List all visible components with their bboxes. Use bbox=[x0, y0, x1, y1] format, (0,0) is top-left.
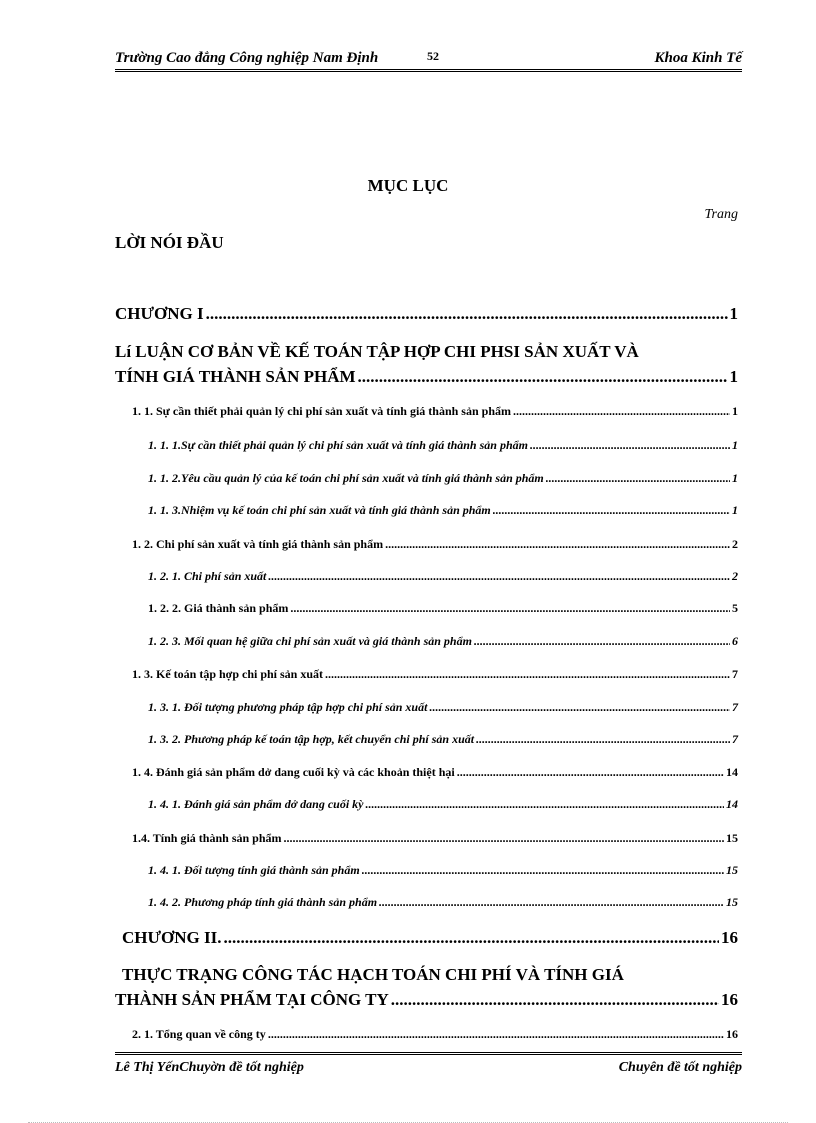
toc-entry-text: 1. 3. Kế toán tập hợp chi phí sản xuất bbox=[132, 667, 324, 681]
toc-entry-text: 1. 4. 1. Đối tượng tính giá thành sản phẩm bbox=[148, 863, 360, 877]
toc-entry-text: 2. 1. Tổng quan về công ty bbox=[132, 1027, 266, 1041]
page-column-label: Trang bbox=[704, 207, 738, 222]
toc-chapter-2 bbox=[122, 928, 738, 948]
toc-page: 15 bbox=[726, 895, 738, 909]
toc-preface: LỜI NÓI ĐẦU bbox=[115, 233, 224, 252]
toc-entry-1-2-1 bbox=[148, 569, 738, 584]
toc-entry-1-4 bbox=[132, 765, 738, 780]
toc-page: 2 bbox=[732, 569, 738, 583]
toc-page: 5 bbox=[732, 601, 738, 615]
toc-entry-text: THÀNH SẢN PHẨM TẠI CÔNG TY bbox=[115, 990, 389, 1009]
toc-entry-text: CHƯƠNG II. bbox=[122, 928, 222, 947]
toc-entry-text: TÍNH GIÁ THÀNH SẢN PHẨM bbox=[115, 367, 356, 386]
toc-entry-1-4-1 bbox=[148, 797, 738, 812]
toc-entry-1-2 bbox=[132, 537, 738, 552]
toc-entry-1-4b-2 bbox=[148, 895, 738, 910]
toc-entry-text: 1. 4. Đánh giá sản phẩm dở dang cuối kỳ và các khoản thiệt hại bbox=[132, 765, 455, 779]
toc-entry-1-3-1 bbox=[148, 700, 738, 715]
toc-entry-1-2-2 bbox=[148, 601, 738, 616]
toc-chapter-2-title-line1: THỰC TRẠNG CÔNG TÁC HẠCH TOÁN CHI PHÍ VÀ TÍNH GIÁ bbox=[122, 965, 624, 984]
toc-page: 14 bbox=[726, 765, 738, 779]
toc-leader bbox=[362, 863, 724, 878]
toc-entry-1-3 bbox=[132, 667, 738, 682]
toc-leader bbox=[530, 438, 730, 453]
footer-doc-type: Chuyên đề tốt nghiệp bbox=[618, 1060, 742, 1075]
toc-page: 1 bbox=[732, 438, 738, 452]
toc-leader bbox=[429, 700, 730, 715]
toc-entry-text: CHƯƠNG I bbox=[115, 304, 204, 323]
toc-page: 14 bbox=[726, 797, 738, 811]
page-header bbox=[115, 47, 742, 72]
toc-entry-text: 1. 1. 2.Yêu cầu quản lý của kế toán chi phí sản xuất và tính giá thành sản phẩm bbox=[148, 471, 544, 485]
toc-entry-1-1 bbox=[132, 404, 738, 419]
toc-page: 2 bbox=[732, 537, 738, 551]
toc-chapter-1 bbox=[115, 304, 738, 324]
page-footer bbox=[115, 1052, 742, 1079]
toc-entry-1-4b bbox=[132, 831, 738, 846]
toc-entry-1-2-3 bbox=[148, 634, 738, 649]
toc-entry-text: 1. 4. 2. Phương pháp tính giá thành sản phẩm bbox=[148, 895, 378, 909]
toc-leader bbox=[224, 928, 720, 948]
toc-leader bbox=[290, 601, 730, 616]
header-page-number: 52 bbox=[427, 49, 439, 63]
header-faculty: Khoa Kinh Tế bbox=[654, 50, 742, 66]
toc-entry-text: 1. 1. 1.Sự cần thiết phải quản lý chi phí sản xuất và tính giá thành sản phẩm bbox=[148, 438, 528, 452]
toc-page: 6 bbox=[732, 634, 738, 648]
toc-page: 1 bbox=[729, 304, 738, 323]
toc-page: 16 bbox=[721, 928, 738, 947]
toc-leader bbox=[385, 537, 730, 552]
toc-leader bbox=[457, 765, 724, 780]
toc-entry-text: 1. 3. 1. Đối tượng phương pháp tập hợp chi phí sản xuất bbox=[148, 700, 428, 714]
toc-leader bbox=[493, 503, 730, 518]
toc-page: 15 bbox=[726, 831, 738, 845]
header-school: Trường Cao đẳng Công nghiệp Nam Định bbox=[115, 50, 379, 66]
toc-entry-1-1-3 bbox=[148, 503, 738, 518]
toc-page: 1 bbox=[729, 367, 738, 386]
toc-leader bbox=[284, 831, 724, 846]
toc-leader bbox=[513, 404, 730, 419]
toc-entry-text: 1. 1. 3.Nhiệm vụ kế toán chi phí sản xuất và tính giá thành sản phẩm bbox=[148, 503, 491, 517]
toc-leader bbox=[268, 1027, 724, 1042]
toc-page: 16 bbox=[721, 990, 738, 1009]
toc-chapter-2-title-line2 bbox=[115, 990, 738, 1010]
toc-entry-text: 1. 1. Sự cần thiết phải quản lý chi phí sản xuất và tính giá thành sản phẩm bbox=[132, 404, 511, 418]
toc-chapter-1-title-line2 bbox=[115, 367, 738, 387]
toc-page: 16 bbox=[726, 1027, 738, 1041]
toc-page: 15 bbox=[726, 863, 738, 877]
toc-leader bbox=[358, 367, 728, 387]
toc-entry-1-3-2 bbox=[148, 732, 738, 747]
toc-chapter-1-title-line1: Lí LUẬN CƠ BẢN VỀ KẾ TOÁN TẬP HỢP CHI PHSI SẢN XUẤT VÀ bbox=[115, 342, 639, 361]
toc-entry-2-1 bbox=[132, 1027, 738, 1042]
toc-page: 1 bbox=[732, 503, 738, 517]
toc-leader bbox=[546, 471, 730, 486]
toc-leader bbox=[476, 732, 730, 747]
toc-leader bbox=[206, 304, 728, 324]
toc-page: 1 bbox=[732, 471, 738, 485]
toc-page: 1 bbox=[732, 404, 738, 418]
toc-leader bbox=[474, 634, 730, 649]
toc-entry-text: 1. 3. 2. Phương pháp kế toán tập hợp, kết chuyển chi phí sản xuất bbox=[148, 732, 475, 746]
toc-leader bbox=[268, 569, 730, 584]
toc-leader bbox=[379, 895, 724, 910]
toc-entry-1-1-1 bbox=[148, 438, 738, 453]
toc-leader bbox=[325, 667, 730, 682]
toc-entry-1-4b-1 bbox=[148, 863, 738, 878]
page-title: MỤC LỤC bbox=[367, 176, 449, 195]
toc-entry-text: 1. 2. 1. Chi phí sản xuất bbox=[148, 569, 267, 583]
footer-author: Lê Thị YếnChuyờn đề tốt nghiệp bbox=[115, 1060, 304, 1075]
toc-entry-text: 1. 2. 3. Mối quan hệ giữa chi phí sản xuất và giá thành sản phẩm bbox=[148, 634, 472, 648]
toc-entry-text: 1. 2. Chi phí sản xuất và tính giá thành sản phẩm bbox=[132, 537, 384, 551]
toc-entry-text: 1. 2. 2. Giá thành sản phẩm bbox=[148, 601, 289, 615]
toc-entry-1-1-2 bbox=[148, 471, 738, 486]
toc-entry-text: 1. 4. 1. Đánh giá sản phẩm dở dang cuối kỳ bbox=[148, 797, 364, 811]
toc-page: 7 bbox=[732, 667, 738, 681]
toc-leader bbox=[365, 797, 724, 812]
toc-page: 7 bbox=[732, 732, 738, 746]
toc-page: 7 bbox=[732, 700, 738, 714]
toc-entry-text: 1.4. Tính giá thành sản phẩm bbox=[132, 831, 282, 845]
toc-leader bbox=[391, 990, 719, 1010]
